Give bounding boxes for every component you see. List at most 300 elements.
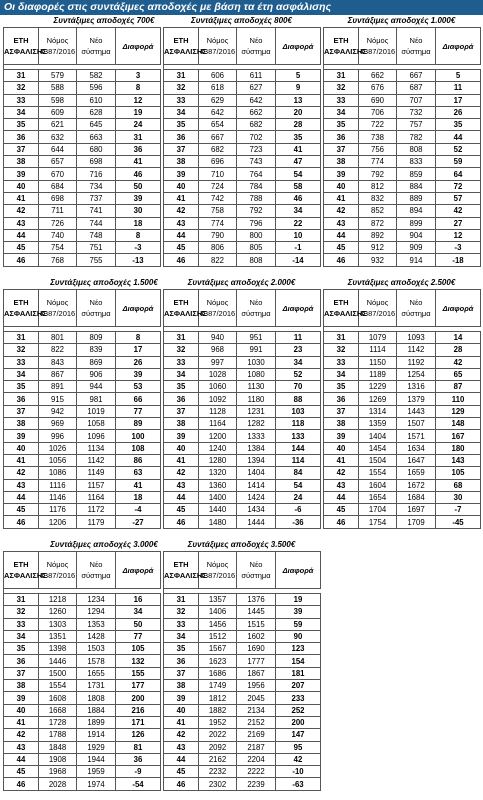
table-row <box>164 479 321 491</box>
table-row <box>164 119 321 131</box>
salary-block-6 <box>323 277 481 529</box>
years-cell: 41 <box>4 716 39 728</box>
table-row <box>164 405 321 417</box>
years-cell: 40 <box>324 442 359 454</box>
table-row <box>324 254 481 266</box>
header-row <box>324 28 481 65</box>
years-cell: 35 <box>4 381 39 393</box>
law-value-cell: 724 <box>199 180 237 192</box>
difference-header: Διαφορά <box>276 28 321 65</box>
table-row <box>324 344 481 356</box>
table-row <box>164 332 321 344</box>
law-value-cell: 1260 <box>39 606 77 618</box>
years-cell: 46 <box>4 254 39 266</box>
law-value-cell: 822 <box>199 254 237 266</box>
law-value-cell: 2302 <box>199 778 237 790</box>
law-value-cell: 1240 <box>199 442 237 454</box>
law-value-cell: 676 <box>359 82 397 94</box>
law-value-cell: 2162 <box>199 753 237 765</box>
years-cell: 44 <box>4 491 39 503</box>
years-cell: 45 <box>164 242 199 254</box>
difference-cell: 42 <box>436 356 481 368</box>
table-row <box>164 418 321 430</box>
difference-cell: 39 <box>116 192 161 204</box>
years-cell: 32 <box>4 606 39 618</box>
difference-cell: 132 <box>116 655 161 667</box>
new-system-value-cell: 687 <box>397 82 436 94</box>
new-system-value-cell: 1424 <box>237 491 276 503</box>
law-value-cell: 932 <box>359 254 397 266</box>
new-system-value-cell: 1672 <box>397 479 436 491</box>
new-system-value-cell: 833 <box>397 156 436 168</box>
years-cell: 32 <box>4 344 39 356</box>
law-value-cell: 1754 <box>359 516 397 528</box>
new-system-value-cell: 764 <box>237 168 276 180</box>
table-row <box>4 393 161 405</box>
years-cell: 43 <box>4 741 39 753</box>
law-value-cell: 1440 <box>199 504 237 516</box>
law-value-cell: 1404 <box>359 430 397 442</box>
difference-cell: 68 <box>436 479 481 491</box>
new-system-value-cell: 1394 <box>237 454 276 466</box>
salary-table <box>163 551 321 791</box>
table-row <box>324 332 481 344</box>
years-cell: 35 <box>164 643 199 655</box>
law-value-cell: 1554 <box>359 467 397 479</box>
header-row <box>4 552 161 589</box>
difference-cell: -54 <box>116 778 161 790</box>
years-cell: 44 <box>324 491 359 503</box>
difference-cell: 252 <box>276 704 321 716</box>
table-row <box>324 106 481 118</box>
difference-cell: 108 <box>116 442 161 454</box>
difference-cell: 52 <box>436 143 481 155</box>
table-row <box>324 94 481 106</box>
difference-cell: 86 <box>116 454 161 466</box>
table-row <box>164 430 321 442</box>
table-row <box>164 606 321 618</box>
law-value-cell: 997 <box>199 356 237 368</box>
law-value-cell: 644 <box>39 143 77 155</box>
new-system-value-cell: 1647 <box>397 454 436 466</box>
new-system-value-cell: 1434 <box>237 504 276 516</box>
table-row <box>324 516 481 528</box>
table-row <box>4 516 161 528</box>
table-row <box>4 704 161 716</box>
table-row <box>164 254 321 266</box>
difference-cell: -1 <box>276 242 321 254</box>
difference-cell: 34 <box>116 606 161 618</box>
difference-cell: 41 <box>116 479 161 491</box>
law-value-cell: 588 <box>39 82 77 94</box>
years-cell: 34 <box>324 106 359 118</box>
years-cell: 46 <box>4 516 39 528</box>
new-system-value-cell: 741 <box>77 205 116 217</box>
new-system-header: Νέο σύστημα <box>397 28 436 65</box>
difference-cell: 129 <box>436 405 481 417</box>
years-cell: 45 <box>4 766 39 778</box>
law-value-cell: 1357 <box>199 594 237 606</box>
table-row <box>164 454 321 466</box>
law-value-cell: 872 <box>359 217 397 229</box>
difference-cell: 88 <box>276 393 321 405</box>
difference-cell: 84 <box>276 467 321 479</box>
law-value-cell: 942 <box>39 405 77 417</box>
new-system-header: Νέο σύστημα <box>237 552 276 589</box>
years-cell: 46 <box>4 778 39 790</box>
new-system-value-cell: 1443 <box>397 405 436 417</box>
years-cell: 41 <box>164 716 199 728</box>
law-value-cell: 1176 <box>39 504 77 516</box>
difference-cell: 77 <box>116 630 161 642</box>
difference-cell: -13 <box>116 254 161 266</box>
law-value-cell: 1668 <box>39 704 77 716</box>
difference-cell: -45 <box>436 516 481 528</box>
difference-cell: 133 <box>276 430 321 442</box>
difference-cell: 171 <box>116 716 161 728</box>
header-row <box>164 552 321 589</box>
years-cell: 35 <box>4 643 39 655</box>
years-cell: 39 <box>4 168 39 180</box>
difference-cell: 41 <box>276 143 321 155</box>
new-system-value-cell: 859 <box>397 168 436 180</box>
years-cell: 38 <box>4 156 39 168</box>
table-row <box>164 753 321 765</box>
new-system-value-cell: 1777 <box>237 655 276 667</box>
law-value-cell: 1320 <box>199 467 237 479</box>
years-cell: 37 <box>4 405 39 417</box>
difference-cell: 35 <box>276 131 321 143</box>
years-cell: 42 <box>4 729 39 741</box>
difference-cell: 103 <box>276 405 321 417</box>
table-row <box>164 467 321 479</box>
difference-cell: 52 <box>276 368 321 380</box>
new-system-value-cell: 1353 <box>77 618 116 630</box>
new-system-value-cell: 1444 <box>237 516 276 528</box>
years-cell: 31 <box>324 332 359 344</box>
table-row <box>324 119 481 131</box>
difference-cell: -3 <box>116 242 161 254</box>
table-row <box>164 680 321 692</box>
new-system-value-cell: 944 <box>77 381 116 393</box>
law-value-cell: 696 <box>199 156 237 168</box>
years-cell: 39 <box>4 692 39 704</box>
table-row <box>4 143 161 155</box>
table-row <box>164 594 321 606</box>
difference-cell: 35 <box>436 119 481 131</box>
difference-cell: 36 <box>116 143 161 155</box>
difference-cell: 65 <box>436 368 481 380</box>
law-header: Νόμος 4387/2016 <box>199 28 237 65</box>
difference-cell: 216 <box>116 704 161 716</box>
table-row <box>4 192 161 204</box>
new-system-value-cell: 1142 <box>397 344 436 356</box>
law-value-cell: 1351 <box>39 630 77 642</box>
law-value-cell: 579 <box>39 70 77 82</box>
years-cell: 35 <box>164 119 199 131</box>
years-cell: 31 <box>4 70 39 82</box>
difference-cell: 154 <box>276 655 321 667</box>
law-value-cell: 654 <box>199 119 237 131</box>
law-value-cell: 1554 <box>39 680 77 692</box>
years-cell: 46 <box>164 254 199 266</box>
years-cell: 37 <box>164 405 199 417</box>
table-row <box>164 82 321 94</box>
new-system-header: Νέο σύστημα <box>397 290 436 327</box>
table-row <box>164 192 321 204</box>
table-row <box>4 643 161 655</box>
new-system-value-cell: 663 <box>77 131 116 143</box>
law-value-cell: 609 <box>39 106 77 118</box>
law-value-cell: 768 <box>39 254 77 266</box>
table-row <box>164 778 321 790</box>
difference-cell: 16 <box>116 594 161 606</box>
law-value-cell: 598 <box>39 94 77 106</box>
difference-cell: 5 <box>276 70 321 82</box>
law-value-cell: 1512 <box>199 630 237 642</box>
table-row <box>4 491 161 503</box>
law-value-cell: 1749 <box>199 680 237 692</box>
years-cell: 43 <box>164 741 199 753</box>
years-cell: 38 <box>4 418 39 430</box>
law-value-cell: 1728 <box>39 716 77 728</box>
years-cell: 31 <box>164 332 199 344</box>
table-row <box>164 630 321 642</box>
new-system-value-cell: 909 <box>397 242 436 254</box>
new-system-value-cell: 732 <box>397 106 436 118</box>
years-cell: 42 <box>164 729 199 741</box>
law-value-cell: 606 <box>199 70 237 82</box>
law-value-cell: 1164 <box>199 418 237 430</box>
years-cell: 34 <box>164 106 199 118</box>
difference-header: Διαφορά <box>276 290 321 327</box>
years-cell: 39 <box>324 430 359 442</box>
salary-table <box>3 27 161 267</box>
law-value-cell: 1314 <box>359 405 397 417</box>
new-system-header: Νέο σύστημα <box>77 552 116 589</box>
years-cell: 39 <box>164 692 199 704</box>
difference-cell: -36 <box>276 516 321 528</box>
table-row <box>4 729 161 741</box>
years-cell: 44 <box>4 229 39 241</box>
difference-cell: 46 <box>276 192 321 204</box>
years-cell: 42 <box>164 467 199 479</box>
law-value-cell: 1882 <box>199 704 237 716</box>
years-cell: 36 <box>324 131 359 143</box>
table-row <box>4 344 161 356</box>
law-header: Νόμος 4387/2016 <box>199 290 237 327</box>
law-value-cell: 1229 <box>359 381 397 393</box>
section-title: Συντάξιμες αποδοχές 3.000€ <box>50 540 158 549</box>
table-row <box>164 131 321 143</box>
years-cell: 37 <box>164 667 199 679</box>
new-system-value-cell: 698 <box>77 156 116 168</box>
table-row <box>324 393 481 405</box>
new-system-value-cell: 2134 <box>237 704 276 716</box>
new-system-value-cell: 805 <box>237 242 276 254</box>
difference-cell: 181 <box>276 667 321 679</box>
years-cell: 41 <box>164 454 199 466</box>
difference-cell: 41 <box>116 156 161 168</box>
difference-cell: 66 <box>116 393 161 405</box>
difference-cell: 5 <box>436 70 481 82</box>
comparison-grid <box>0 15 483 800</box>
years-cell: 38 <box>324 418 359 430</box>
years-cell: 37 <box>4 143 39 155</box>
difference-cell: 22 <box>276 217 321 229</box>
difference-cell: 19 <box>276 594 321 606</box>
years-cell: 35 <box>324 119 359 131</box>
years-cell: 45 <box>324 504 359 516</box>
new-system-value-cell: 784 <box>237 180 276 192</box>
difference-cell: -9 <box>116 766 161 778</box>
years-cell: 33 <box>164 618 199 630</box>
law-value-cell: 2232 <box>199 766 237 778</box>
new-system-value-cell: 839 <box>77 344 116 356</box>
law-value-cell: 1056 <box>39 454 77 466</box>
new-system-value-cell: 1899 <box>77 716 116 728</box>
years-header: ΕΤΗ ΑΣΦΑΛΙΣΗΣ <box>4 28 39 65</box>
table-row <box>164 381 321 393</box>
law-value-cell: 843 <box>39 356 77 368</box>
difference-cell: 44 <box>436 131 481 143</box>
law-value-cell: 2028 <box>39 778 77 790</box>
new-system-value-cell: 1428 <box>77 630 116 642</box>
law-value-cell: 1028 <box>199 368 237 380</box>
new-system-value-cell: 611 <box>237 70 276 82</box>
new-system-value-cell: 1384 <box>237 442 276 454</box>
salary-block-2 <box>163 15 321 267</box>
new-system-header: Νέο σύστημα <box>77 28 116 65</box>
law-header: Νόμος 4387/2016 <box>199 552 237 589</box>
new-system-value-cell: 1634 <box>397 442 436 454</box>
new-system-value-cell: 1294 <box>77 606 116 618</box>
law-value-cell: 698 <box>39 192 77 204</box>
law-value-cell: 1060 <box>199 381 237 393</box>
new-system-value-cell: 808 <box>237 254 276 266</box>
difference-cell: 87 <box>436 381 481 393</box>
years-cell: 39 <box>164 430 199 442</box>
table-row <box>4 405 161 417</box>
table-row <box>164 643 321 655</box>
difference-cell: 12 <box>436 229 481 241</box>
years-cell: 37 <box>4 667 39 679</box>
new-system-value-cell: 743 <box>237 156 276 168</box>
years-cell: 44 <box>4 753 39 765</box>
new-system-value-cell: 582 <box>77 70 116 82</box>
years-cell: 31 <box>4 332 39 344</box>
table-row <box>4 119 161 131</box>
years-cell: 38 <box>164 418 199 430</box>
new-system-value-cell: 1157 <box>77 479 116 491</box>
table-row <box>164 356 321 368</box>
years-cell: 34 <box>324 368 359 380</box>
years-cell: 34 <box>4 368 39 380</box>
law-value-cell: 1812 <box>199 692 237 704</box>
difference-cell: 11 <box>436 82 481 94</box>
law-value-cell: 662 <box>359 70 397 82</box>
new-system-value-cell: 1164 <box>77 491 116 503</box>
law-value-cell: 891 <box>39 381 77 393</box>
law-value-cell: 1128 <box>199 405 237 417</box>
years-cell: 36 <box>4 131 39 143</box>
new-system-value-cell: 899 <box>397 217 436 229</box>
new-system-value-cell: 723 <box>237 143 276 155</box>
salary-table <box>323 289 481 529</box>
new-system-value-cell: 808 <box>397 143 436 155</box>
law-value-cell: 915 <box>39 393 77 405</box>
law-value-cell: 632 <box>39 131 77 143</box>
table-row <box>164 344 321 356</box>
years-cell: 40 <box>164 442 199 454</box>
years-cell: 43 <box>164 479 199 491</box>
difference-cell: 13 <box>276 94 321 106</box>
law-value-cell: 2092 <box>199 741 237 753</box>
new-system-value-cell: 707 <box>397 94 436 106</box>
table-row <box>4 217 161 229</box>
salary-table <box>3 551 161 791</box>
difference-cell: 64 <box>436 168 481 180</box>
table-row <box>324 205 481 217</box>
difference-cell: 47 <box>276 156 321 168</box>
new-system-value-cell: 914 <box>397 254 436 266</box>
difference-cell: 53 <box>116 381 161 393</box>
new-system-value-cell: 2169 <box>237 729 276 741</box>
years-cell: 42 <box>4 467 39 479</box>
new-system-value-cell: 1690 <box>237 643 276 655</box>
years-cell: 39 <box>4 430 39 442</box>
years-cell: 40 <box>164 704 199 716</box>
years-cell: 42 <box>324 467 359 479</box>
new-system-value-cell: 1172 <box>77 504 116 516</box>
table-row <box>164 156 321 168</box>
law-value-cell: 1623 <box>199 655 237 667</box>
years-cell: 44 <box>164 229 199 241</box>
salary-block-5 <box>163 277 321 529</box>
years-header: ΕΤΗ ΑΣΦΑΛΙΣΗΣ <box>4 290 39 327</box>
table-row <box>4 618 161 630</box>
law-value-cell: 852 <box>359 205 397 217</box>
new-system-header: Νέο σύστημα <box>237 28 276 65</box>
years-cell: 38 <box>164 680 199 692</box>
new-system-value-cell: 1096 <box>77 430 116 442</box>
header-row <box>164 28 321 65</box>
table-row <box>4 606 161 618</box>
difference-cell: 34 <box>276 205 321 217</box>
years-cell: 38 <box>164 156 199 168</box>
years-cell: 36 <box>164 131 199 143</box>
law-value-cell: 867 <box>39 368 77 380</box>
difference-cell: 57 <box>436 192 481 204</box>
law-value-cell: 1704 <box>359 504 397 516</box>
section-title: Συντάξιμες αποδοχές 700€ <box>53 16 155 25</box>
table-row <box>4 667 161 679</box>
years-cell: 45 <box>4 242 39 254</box>
law-value-cell: 1200 <box>199 430 237 442</box>
table-row <box>324 156 481 168</box>
new-system-value-cell: 1254 <box>397 368 436 380</box>
years-cell: 41 <box>324 454 359 466</box>
difference-cell: 95 <box>276 741 321 753</box>
difference-cell: 28 <box>436 344 481 356</box>
years-cell: 44 <box>164 753 199 765</box>
section-title: Συντάξιμες αποδοχές 3.500€ <box>187 540 296 549</box>
law-value-cell: 756 <box>359 143 397 155</box>
law-value-cell: 1406 <box>199 606 237 618</box>
difference-cell: 143 <box>436 454 481 466</box>
law-value-cell: 1116 <box>39 479 77 491</box>
difference-cell: 58 <box>276 180 321 192</box>
